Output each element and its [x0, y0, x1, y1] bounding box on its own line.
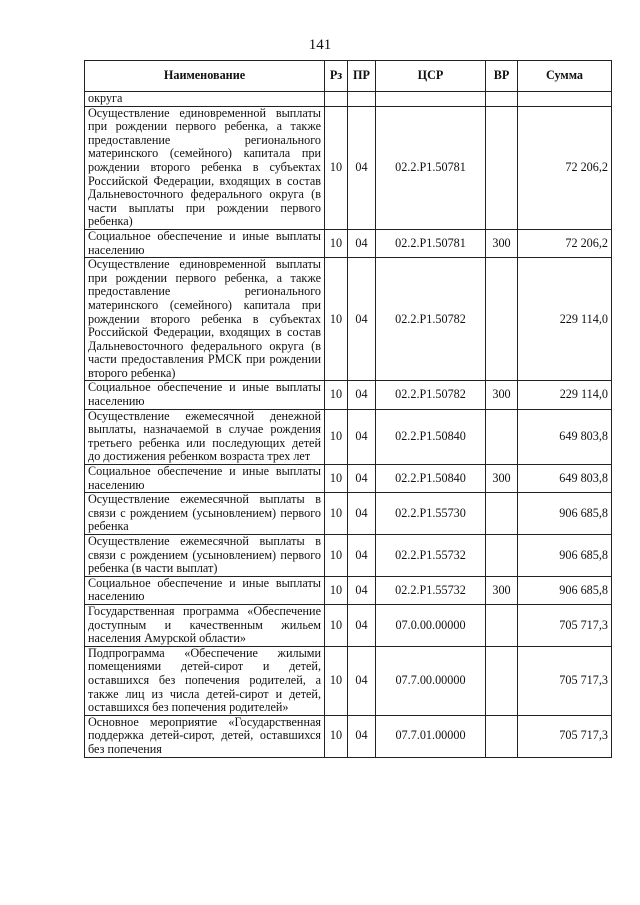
header-sum: Сумма: [518, 61, 612, 92]
cell-name: Основное мероприятие «Государственная поддержка детей-сирот, детей, оставшихся без попечения: [85, 715, 325, 757]
cell-name: Осуществление единовременной выплаты при рождении первого ребенка, а также предоставление регионального материнского (семейного) капитала при рождении второго ребенка в субъектах Российской Федерации, входящих в состав Дальневосточного федерального округа (в части выплаты при рождении первого ребенка): [85, 106, 325, 229]
cell-vr: [486, 715, 518, 757]
cell-vr: [486, 646, 518, 715]
cell-sum: 906 685,8: [518, 576, 612, 604]
cell-vr: [486, 92, 518, 107]
cell-pr: 04: [348, 258, 376, 381]
cell-csr: 02.2.P1.55732: [376, 576, 486, 604]
table-row: [85, 92, 612, 107]
cell-vr: [486, 409, 518, 464]
cell-csr: 07.0.00.00000: [376, 604, 486, 646]
cell-vr: [486, 258, 518, 381]
cell-sum: 705 717,3: [518, 604, 612, 646]
cell-vr: 300: [486, 381, 518, 409]
cell-rz: 10: [325, 258, 348, 381]
budget-table: [84, 60, 612, 758]
cell-vr: [486, 106, 518, 229]
cell-rz: 10: [325, 576, 348, 604]
cell-sum: 229 114,0: [518, 258, 612, 381]
cell-sum: 649 803,8: [518, 409, 612, 464]
header-name: Наименование: [85, 61, 325, 92]
table-row: [85, 409, 612, 464]
cell-rz: 10: [325, 535, 348, 577]
cell-name: Подпрограмма «Обеспечение жилыми помещениями детей-сирот и детей, оставшихся без попечения родителей, а также лиц из числа детей-сирот и детей, оставшихся без попечения родителей»: [85, 646, 325, 715]
cell-csr: 02.2.P1.50781: [376, 106, 486, 229]
cell-sum: [518, 92, 612, 107]
cell-name: Социальное обеспечение и иные выплаты населению: [85, 229, 325, 257]
cell-name: округа: [85, 92, 325, 107]
table-row: [85, 715, 612, 757]
cell-rz: 10: [325, 604, 348, 646]
cell-vr: 300: [486, 229, 518, 257]
cell-pr: [348, 92, 376, 107]
cell-vr: [486, 604, 518, 646]
cell-sum: 649 803,8: [518, 465, 612, 493]
cell-pr: 04: [348, 229, 376, 257]
cell-csr: 02.2.P1.50782: [376, 258, 486, 381]
cell-csr: 02.2.P1.55732: [376, 535, 486, 577]
cell-name: Социальное обеспечение и иные выплаты населению: [85, 465, 325, 493]
cell-csr: 02.2.P1.55730: [376, 493, 486, 535]
cell-csr: 07.7.01.00000: [376, 715, 486, 757]
cell-name: Социальное обеспечение и иные выплаты населению: [85, 576, 325, 604]
cell-sum: 906 685,8: [518, 535, 612, 577]
cell-name: Осуществление ежемесячной денежной выплаты, назначаемой в случае рождения третьего ребенка или последующих детей до достижения ребенком возраста трех лет: [85, 409, 325, 464]
cell-rz: 10: [325, 409, 348, 464]
cell-rz: [325, 92, 348, 107]
cell-pr: 04: [348, 715, 376, 757]
cell-name: Осуществление единовременной выплаты при рождении первого ребенка, а также предоставление регионального материнского (семейного) капитала при рождении второго ребенка в субъектах Российской Федерации, входящих в состав Дальневосточного федерального округа (в части предоставления РМСК при рождении второго ребенка): [85, 258, 325, 381]
cell-pr: 04: [348, 106, 376, 229]
cell-rz: 10: [325, 106, 348, 229]
header-csr: ЦСР: [376, 61, 486, 92]
table-row: [85, 381, 612, 409]
table-row: [85, 604, 612, 646]
cell-pr: 04: [348, 646, 376, 715]
table-row: [85, 646, 612, 715]
table-row: [85, 493, 612, 535]
cell-csr: [376, 92, 486, 107]
cell-pr: 04: [348, 409, 376, 464]
cell-sum: 229 114,0: [518, 381, 612, 409]
cell-rz: 10: [325, 381, 348, 409]
cell-csr: 02.2.P1.50781: [376, 229, 486, 257]
table-row: [85, 535, 612, 577]
table-row: [85, 229, 612, 257]
table-row: [85, 576, 612, 604]
cell-csr: 07.7.00.00000: [376, 646, 486, 715]
header-pr: ПР: [348, 61, 376, 92]
cell-sum: 72 206,2: [518, 229, 612, 257]
cell-pr: 04: [348, 604, 376, 646]
cell-name: Осуществление ежемесячной выплаты в связи с рождением (усыновлением) первого ребенка (в части выплат): [85, 535, 325, 577]
cell-sum: 705 717,3: [518, 646, 612, 715]
cell-rz: 10: [325, 715, 348, 757]
cell-sum: 906 685,8: [518, 493, 612, 535]
table-row: [85, 465, 612, 493]
page-number: 141: [308, 37, 332, 53]
cell-rz: 10: [325, 646, 348, 715]
cell-vr: 300: [486, 465, 518, 493]
cell-pr: 04: [348, 493, 376, 535]
cell-rz: 10: [325, 493, 348, 535]
cell-pr: 04: [348, 381, 376, 409]
cell-pr: 04: [348, 535, 376, 577]
header-rz: Рз: [325, 61, 348, 92]
cell-vr: [486, 535, 518, 577]
cell-rz: 10: [325, 465, 348, 493]
cell-csr: 02.2.P1.50840: [376, 465, 486, 493]
cell-pr: 04: [348, 465, 376, 493]
cell-name: Осуществление ежемесячной выплаты в связи с рождением (усыновлением) первого ребенка: [85, 493, 325, 535]
cell-sum: 705 717,3: [518, 715, 612, 757]
cell-rz: 10: [325, 229, 348, 257]
cell-csr: 02.2.P1.50840: [376, 409, 486, 464]
table-row: [85, 258, 612, 381]
cell-csr: 02.2.P1.50782: [376, 381, 486, 409]
cell-sum: 72 206,2: [518, 106, 612, 229]
table-header-row: [85, 61, 612, 92]
cell-pr: 04: [348, 576, 376, 604]
cell-name: Социальное обеспечение и иные выплаты населению: [85, 381, 325, 409]
cell-name: Государственная программа «Обеспечение доступным и качественным жильем населения Амурской области»: [85, 604, 325, 646]
cell-vr: [486, 493, 518, 535]
cell-vr: 300: [486, 576, 518, 604]
table-row: [85, 106, 612, 229]
header-vr: ВР: [486, 61, 518, 92]
